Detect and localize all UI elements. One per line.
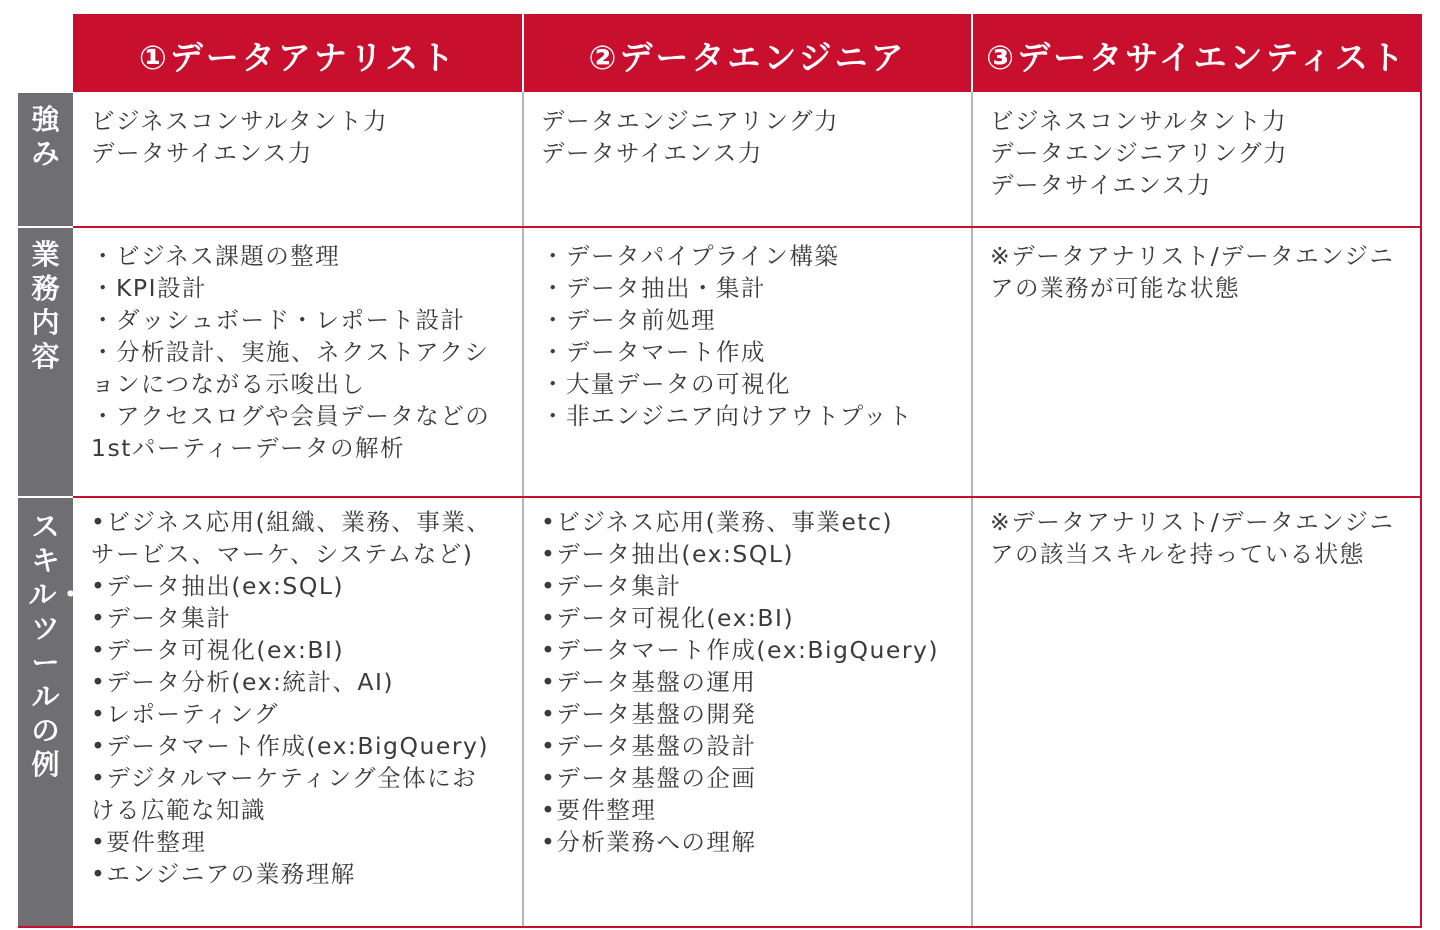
skill-item: •レポーティング — [91, 700, 280, 728]
strength-item: データエンジニアリング力 — [990, 139, 1289, 167]
duty-item: ・データ前処理 — [541, 306, 716, 334]
grid-hline — [73, 226, 1422, 228]
duties-data-scientist — [972, 228, 1420, 496]
skills-data-analyst — [73, 498, 522, 926]
skill-item: •データ集計 — [541, 572, 682, 600]
header-col-data-scientist: ③データサイエンティスト — [972, 14, 1421, 92]
grid-hline — [18, 496, 73, 498]
skill-item: •デジタルマーケティング全体における広範な知識 — [91, 764, 478, 824]
strength-item: ビジネスコンサルタント力 — [990, 107, 1288, 135]
grid-right-border — [1420, 14, 1422, 927]
skill-item: •データ抽出(ex:SQL) — [541, 540, 795, 568]
grid-bottom-border — [18, 926, 1422, 928]
duty-item: ・アクセスログや会員データなどの1stパーティーデータの解析 — [91, 402, 491, 462]
duty-note: ※データアナリスト/データエンジニアの業務が可能な状態 — [990, 242, 1395, 302]
skills-data-engineer — [523, 498, 971, 926]
skill-item: •エンジニアの業務理解 — [91, 860, 356, 888]
header-col-data-engineer: ②データエンジニア — [523, 14, 972, 92]
header-divider — [971, 14, 973, 92]
skill-item: •ビジネス応用(組織、業務、事業、サービス、マーケ、システムなど) — [91, 508, 492, 568]
skill-item: •データ集計 — [91, 604, 232, 632]
skill-item: •データ抽出(ex:SQL) — [91, 572, 345, 600]
skill-item: •データ基盤の開発 — [541, 700, 757, 728]
row-label-duties: 業務内容 — [18, 228, 73, 496]
strength-item: ビジネスコンサルタント力 — [91, 107, 389, 135]
duty-item: ・ダッシュボード・レポート設計 — [91, 306, 466, 334]
header-divider — [522, 14, 524, 92]
skills-data-scientist — [972, 498, 1420, 926]
grid-hline — [73, 496, 1422, 498]
skill-item: •分析業務への理解 — [541, 828, 757, 856]
duty-item: ・データパイプライン構築 — [541, 242, 840, 270]
duty-item: ・分析設計、実施、ネクストアクションにつながる示唆出し — [91, 338, 490, 398]
duty-item: ・大量データの可視化 — [541, 370, 791, 398]
grid-vline — [971, 92, 973, 927]
strength-item: データサイエンス力 — [91, 139, 313, 167]
skill-item: •データ分析(ex:統計、AI) — [91, 668, 395, 696]
skill-item: •データ可視化(ex:BI) — [91, 636, 345, 664]
skill-item: •データ可視化(ex:BI) — [541, 604, 795, 632]
strength-item: データサイエンス力 — [541, 139, 763, 167]
grid-vline — [522, 92, 524, 927]
skill-item: •データマート作成(ex:BigQuery) — [541, 636, 940, 664]
strength-item: データサイエンス力 — [990, 171, 1212, 199]
grid-hline — [18, 226, 73, 228]
skill-item: •データ基盤の企画 — [541, 764, 757, 792]
skill-item: •要件整理 — [91, 828, 207, 856]
strength-item: データエンジニアリング力 — [541, 107, 840, 135]
skill-note: ※データアナリスト/データエンジニアの該当スキルを持っている状態 — [990, 508, 1395, 568]
duty-item: ・データ抽出・集計 — [541, 274, 766, 302]
duty-item: ・データマート作成 — [541, 338, 766, 366]
duties-data-engineer — [523, 228, 971, 496]
duty-item: ・非エンジニア向けアウトプット — [541, 402, 914, 430]
row-label-strengths: 強み — [18, 93, 73, 226]
skill-item: •要件整理 — [541, 796, 657, 824]
duty-item: ・KPI設計 — [91, 274, 208, 302]
skill-item: •データマート作成(ex:BigQuery) — [91, 732, 490, 760]
strengths-data-analyst — [73, 93, 522, 226]
strengths-data-engineer — [523, 93, 971, 226]
duty-item: ・ビジネス課題の整理 — [91, 242, 341, 270]
header-col-data-analyst: ①データアナリスト — [73, 14, 523, 92]
row-label-skills: スキル・ツールの例 — [18, 498, 73, 926]
duties-data-analyst — [73, 228, 522, 496]
skill-item: •ビジネス応用(業務、事業etc) — [541, 508, 894, 536]
strengths-data-scientist — [972, 93, 1420, 226]
skill-item: •データ基盤の設計 — [541, 732, 757, 760]
skill-item: •データ基盤の運用 — [541, 668, 757, 696]
